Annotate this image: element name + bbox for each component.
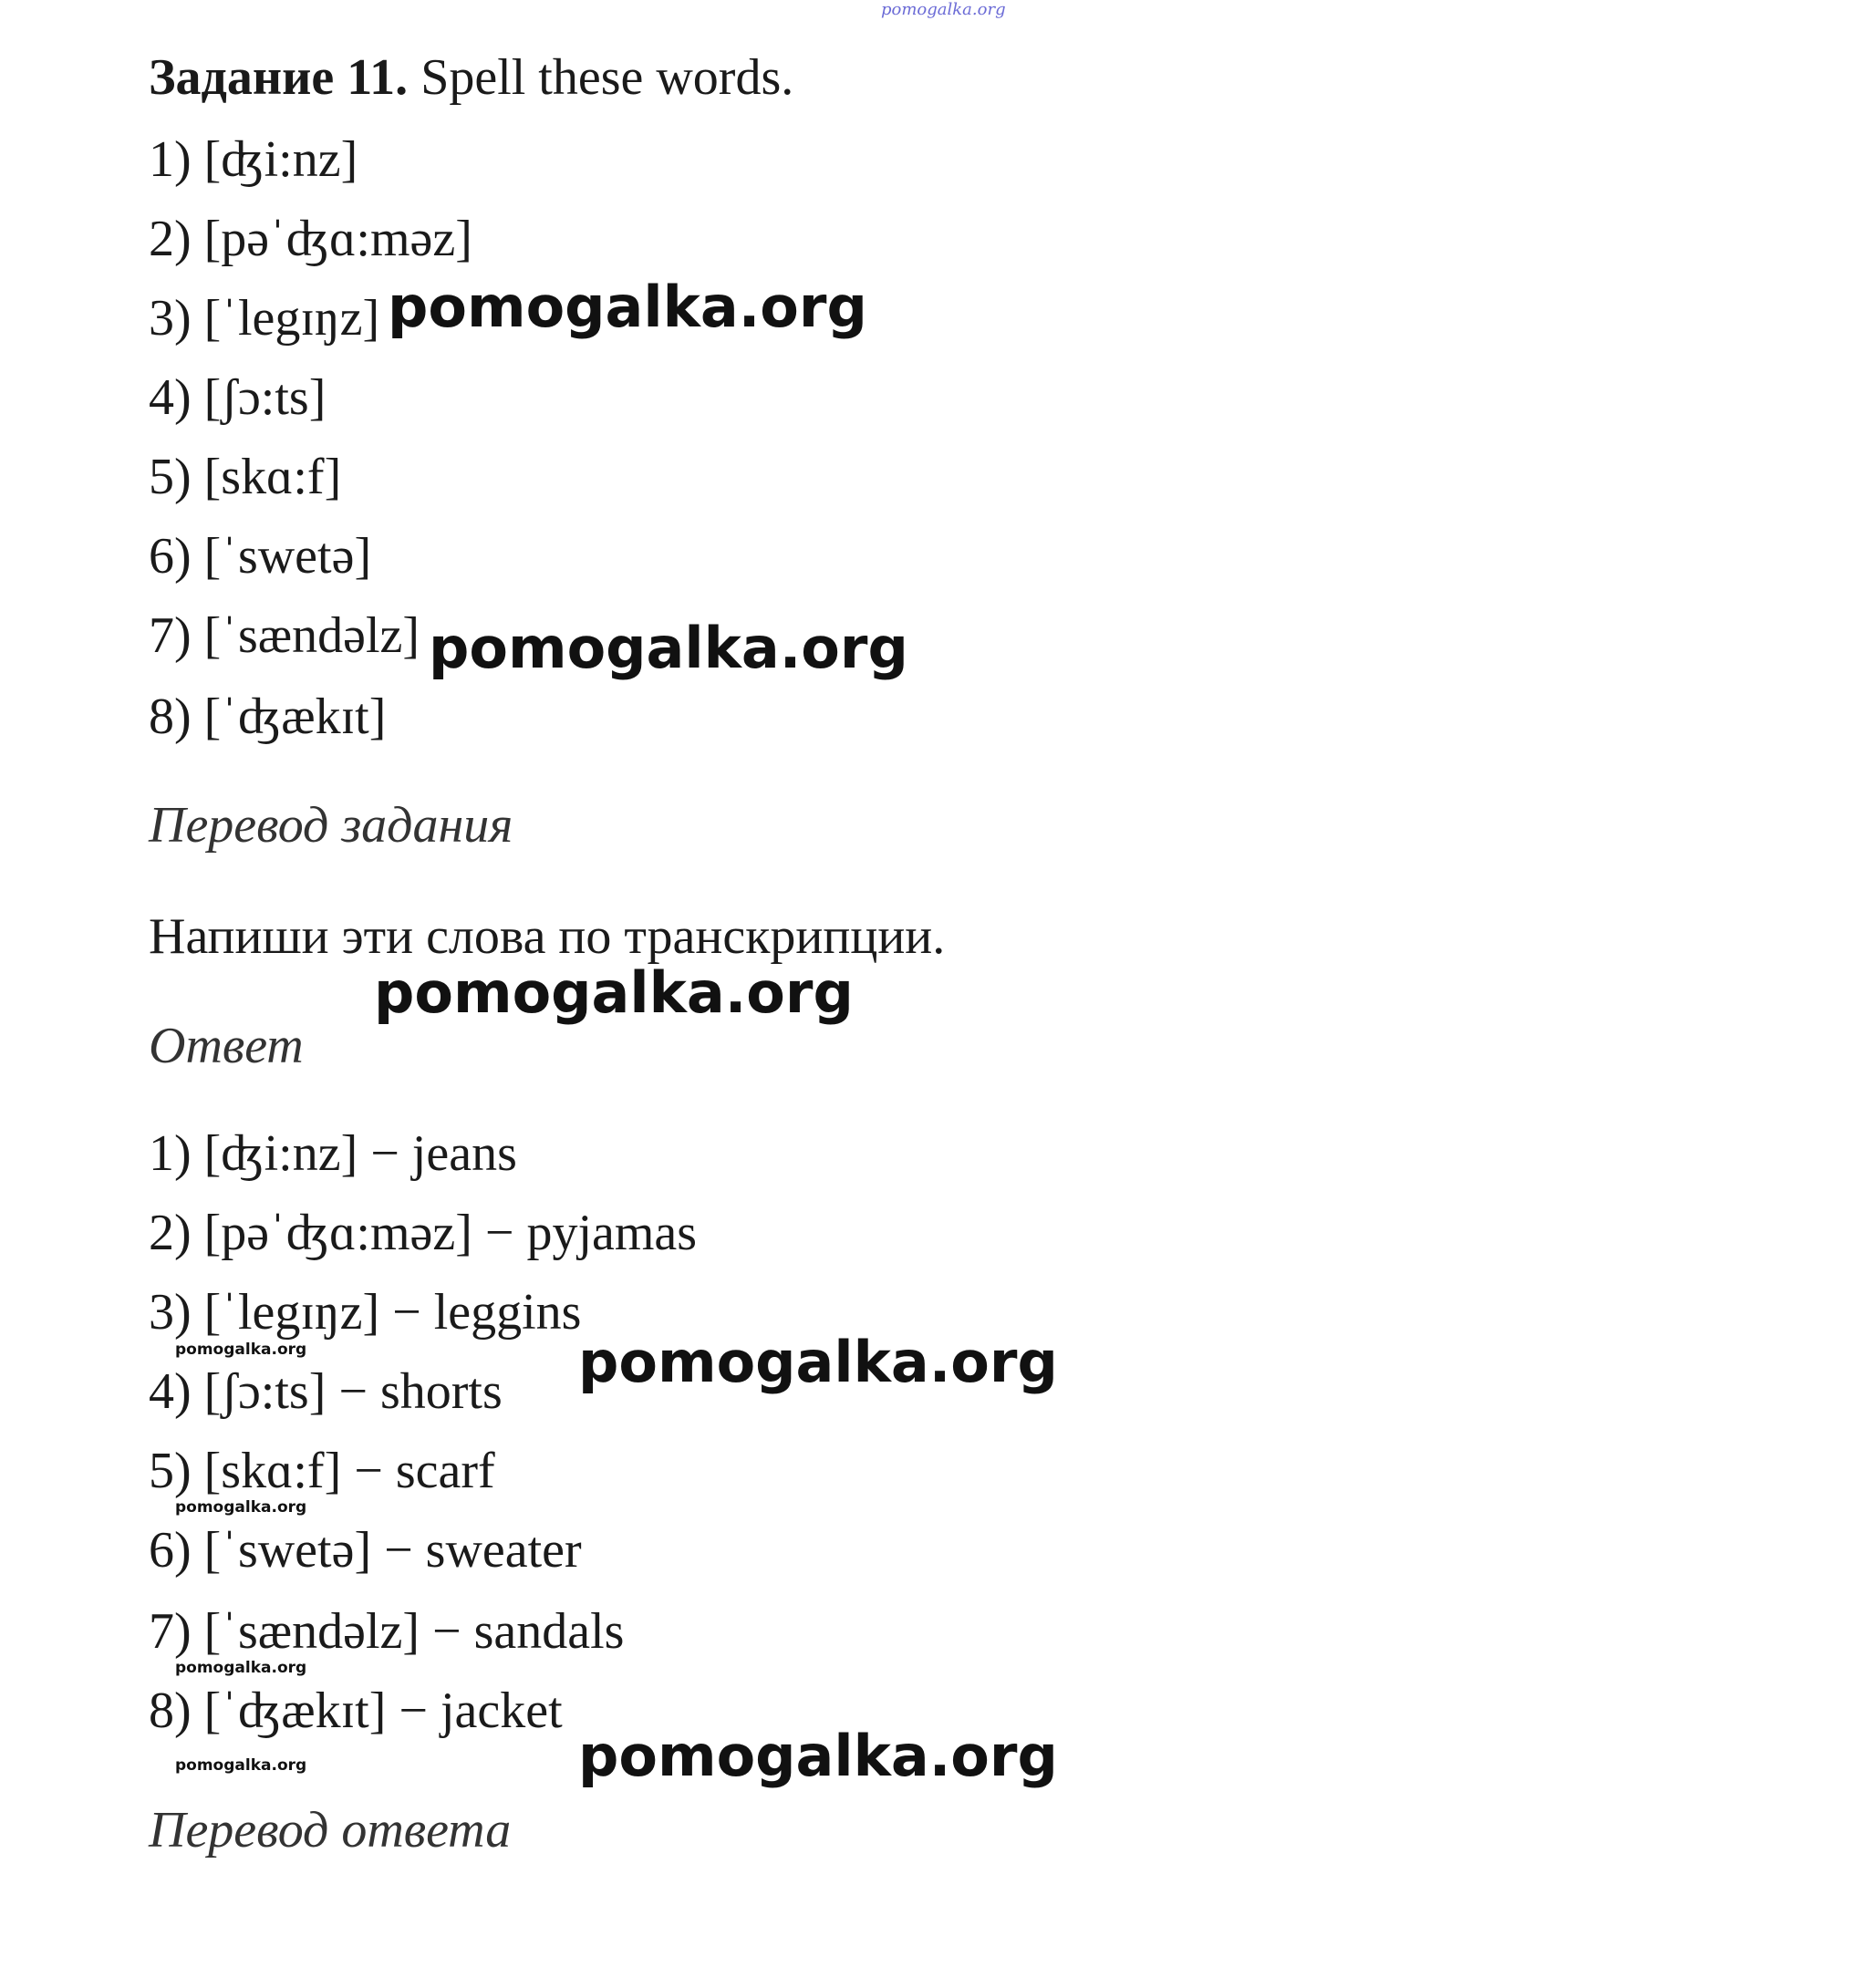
watermark-small: pomogalka.org [175,1756,307,1775]
answer-item: 1) [ʤi:nz] − jeans [149,1125,517,1182]
answer-item: 2) [pəˈʤɑ:məz] − pyjamas [149,1205,698,1261]
task-item: 2) [pəˈʤɑ:məz] [149,211,472,267]
task-item: 5) [skɑ:f] [149,449,342,505]
task-item: 4) [ʃɔ:ts] [149,369,327,426]
task-title-text: Spell these words. [408,49,794,106]
answer-heading: Ответ [149,1018,304,1074]
watermark-big: pomogalka.org [578,1329,1058,1395]
watermark-top: pomogalka.org [881,0,1006,19]
watermark-big: pomogalka.org [374,959,854,1026]
watermark-small: pomogalka.org [175,1341,307,1359]
translation-heading: Перевод задания [149,797,513,854]
task-item: 1) [ʤi:nz] [149,131,358,188]
watermark-big: pomogalka.org [578,1723,1058,1789]
answer-item: 6) [ˈswetə] − sweater [149,1522,582,1579]
task-item: 7) [ˈsændəlz] [149,607,420,664]
task-item: 3) [ˈlegɪŋz] [149,290,380,347]
watermark-small: pomogalka.org [175,1498,307,1517]
task-title-number: Задание 11. [149,49,409,106]
answer-translation-heading: Перевод ответа [149,1802,512,1859]
task-title [149,46,793,109]
answer-item: 4) [ʃɔ:ts] − shorts [149,1363,503,1420]
watermark-small: pomogalka.org [175,1659,307,1677]
task-item: 8) [ˈʤækɪt] [149,689,387,745]
answer-item: 3) [ˈlegɪŋz] − leggins [149,1284,582,1341]
watermark-big: pomogalka.org [429,615,908,681]
answer-item: 5) [skɑ:f] − scarf [149,1443,495,1499]
watermark-big: pomogalka.org [388,274,867,340]
answer-item: 8) [ˈʤækɪt] − jacket [149,1683,563,1739]
task-item: 6) [ˈswetə] [149,528,372,585]
answer-item: 7) [ˈsændəlz] − sandals [149,1603,625,1660]
translation-text: Напиши эти слова по транскрипции. [149,908,946,965]
